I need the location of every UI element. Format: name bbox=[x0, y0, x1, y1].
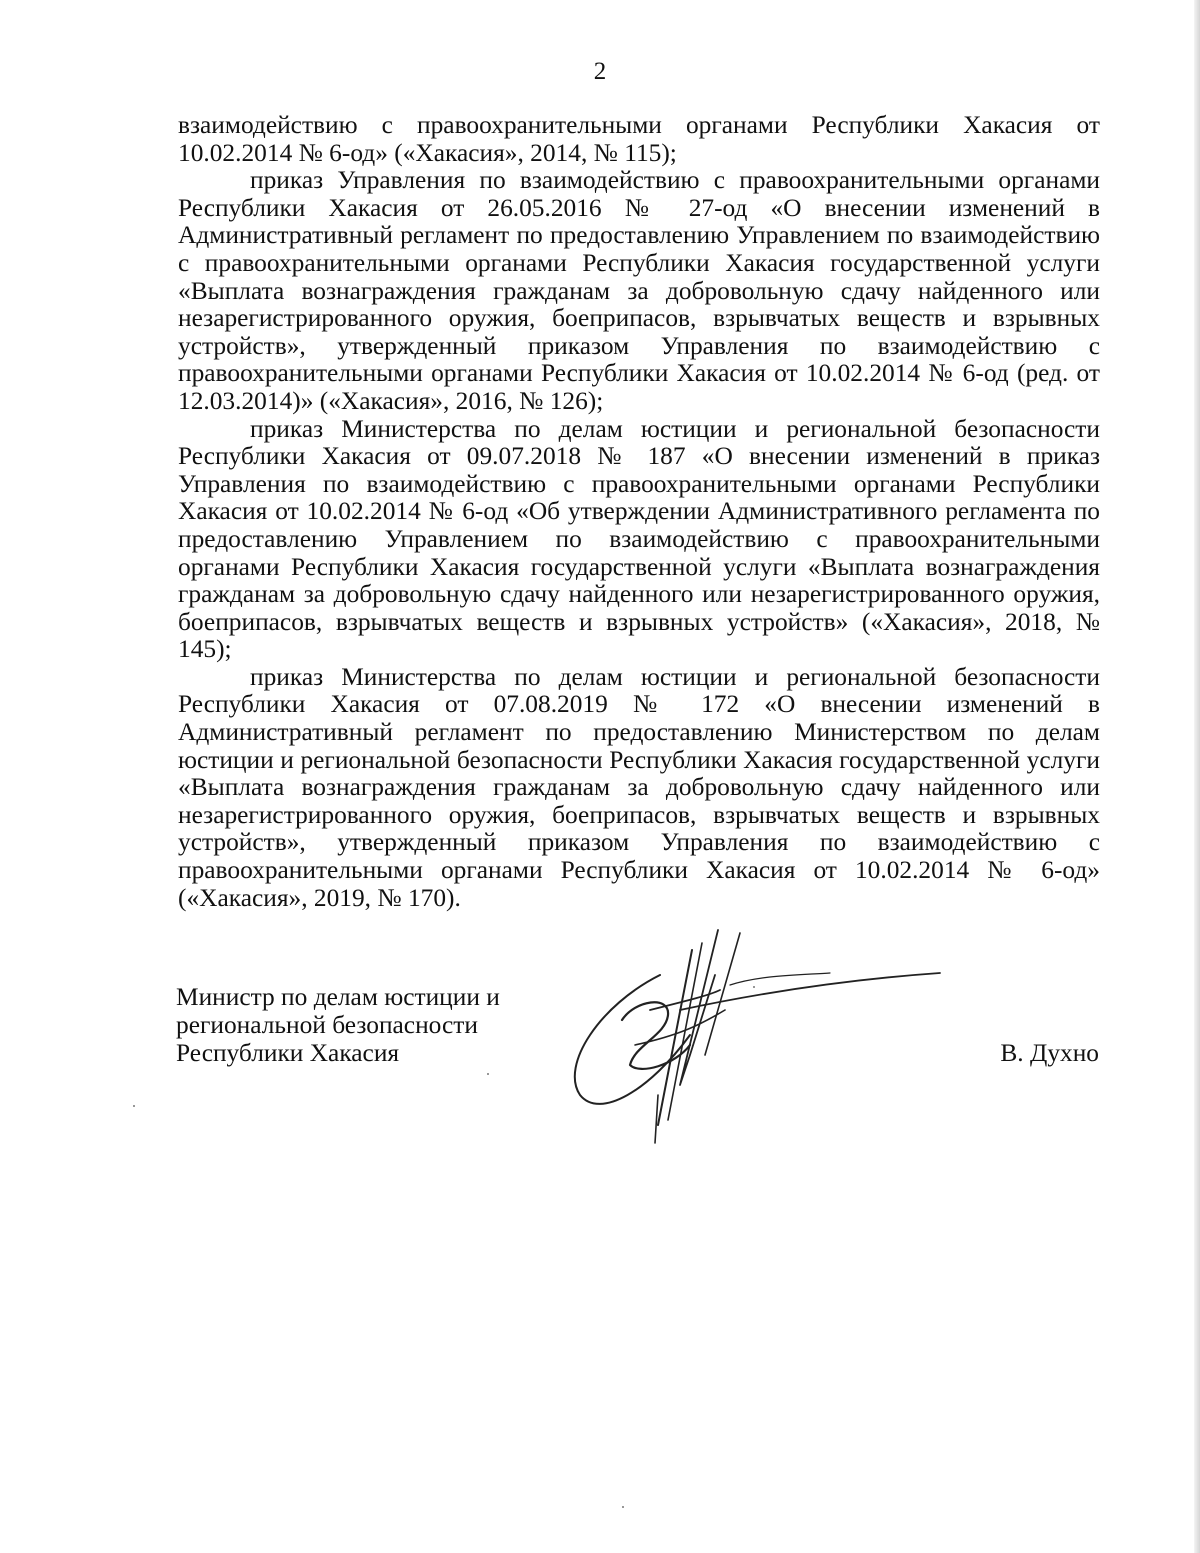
signatory-name: В. Духно bbox=[1000, 1039, 1099, 1067]
handwritten-signature bbox=[540, 915, 960, 1145]
signatory-title-line: Республики Хакасия bbox=[176, 1039, 400, 1067]
signatory-title bbox=[176, 983, 500, 1067]
scan-speck bbox=[753, 986, 755, 988]
scan-speck bbox=[487, 1073, 489, 1075]
paragraph-order-2016: приказ Управления по взаимодействию с правоохранительными органами Республики Хакасия от 26.05.2016 № 27-од «О внесении изменений в Административный регламент по предоставлению Управлением по взаимодействию с правоохранительными органами Республики Хакасия государственной услуги «Выплата вознаграждения гражданам за добровольную сдачу найденного или незарегистрированного оружия, боеприпасов, взрывчатых веществ и взрывных устройств», утвержденный приказом Управления по взаимодействию с правоохранительными органами Республики Хакасия от 10.02.2014 № 6-од (ред. от 12.03.2014)» («Хакасия», 2016, № 126); bbox=[178, 166, 1100, 415]
scan-speck bbox=[622, 1506, 624, 1508]
paragraph-order-2018: приказ Министерства по делам юстиции и региональной безопасности Республики Хакасия от 09.07.2018 № 187 «О внесении изменений в приказ Управления по взаимодействию с правоохранительными органами Республики Хакасия от 10.02.2014 № 6-од «Об утверждении Административного регламента по предоставлению Управлением по взаимодействию с правоохранительными органами Республики Хакасия государственной услуги «Выплата вознаграждения гражданам за добровольную сдачу найденного или незарегистрированного оружия, боеприпасов, взрывчатых веществ и взрывных устройств» («Хакасия», 2018, № 145); bbox=[178, 414, 1100, 664]
scan-edge bbox=[1194, 0, 1200, 1553]
paragraph-continuation: взаимодействию с правоохранительными органами Республики Хакасия от 10.02.2014 № 6-од» («Хакасия», 2014, № 115); bbox=[178, 111, 1100, 167]
signatory-title-line: Министр по делам юстиции и bbox=[176, 983, 500, 1011]
signatory-title-line: региональной безопасности bbox=[176, 1011, 478, 1039]
paragraph-order-2019: приказ Министерства по делам юстиции и региональной безопасности Республики Хакасия от 07.08.2019 № 172 «О внесении изменений в Административный регламент по предоставлению Министерством по делам юстиции и региональной безопасности Республики Хакасия государственной услуги «Выплата вознаграждения гражданам за добровольную сдачу найденного или незарегистрированного оружия, боеприпасов, взрывчатых веществ и взрывных устройств», утвержденный приказом Управления по взаимодействию с правоохранительными органами Республики Хакасия от 10.02.2014 № 6-од» («Хакасия», 2019, № 170). bbox=[178, 662, 1100, 912]
document-body bbox=[178, 112, 1100, 912]
scan-speck bbox=[133, 1105, 135, 1107]
page-number: 2 bbox=[593, 58, 607, 85]
